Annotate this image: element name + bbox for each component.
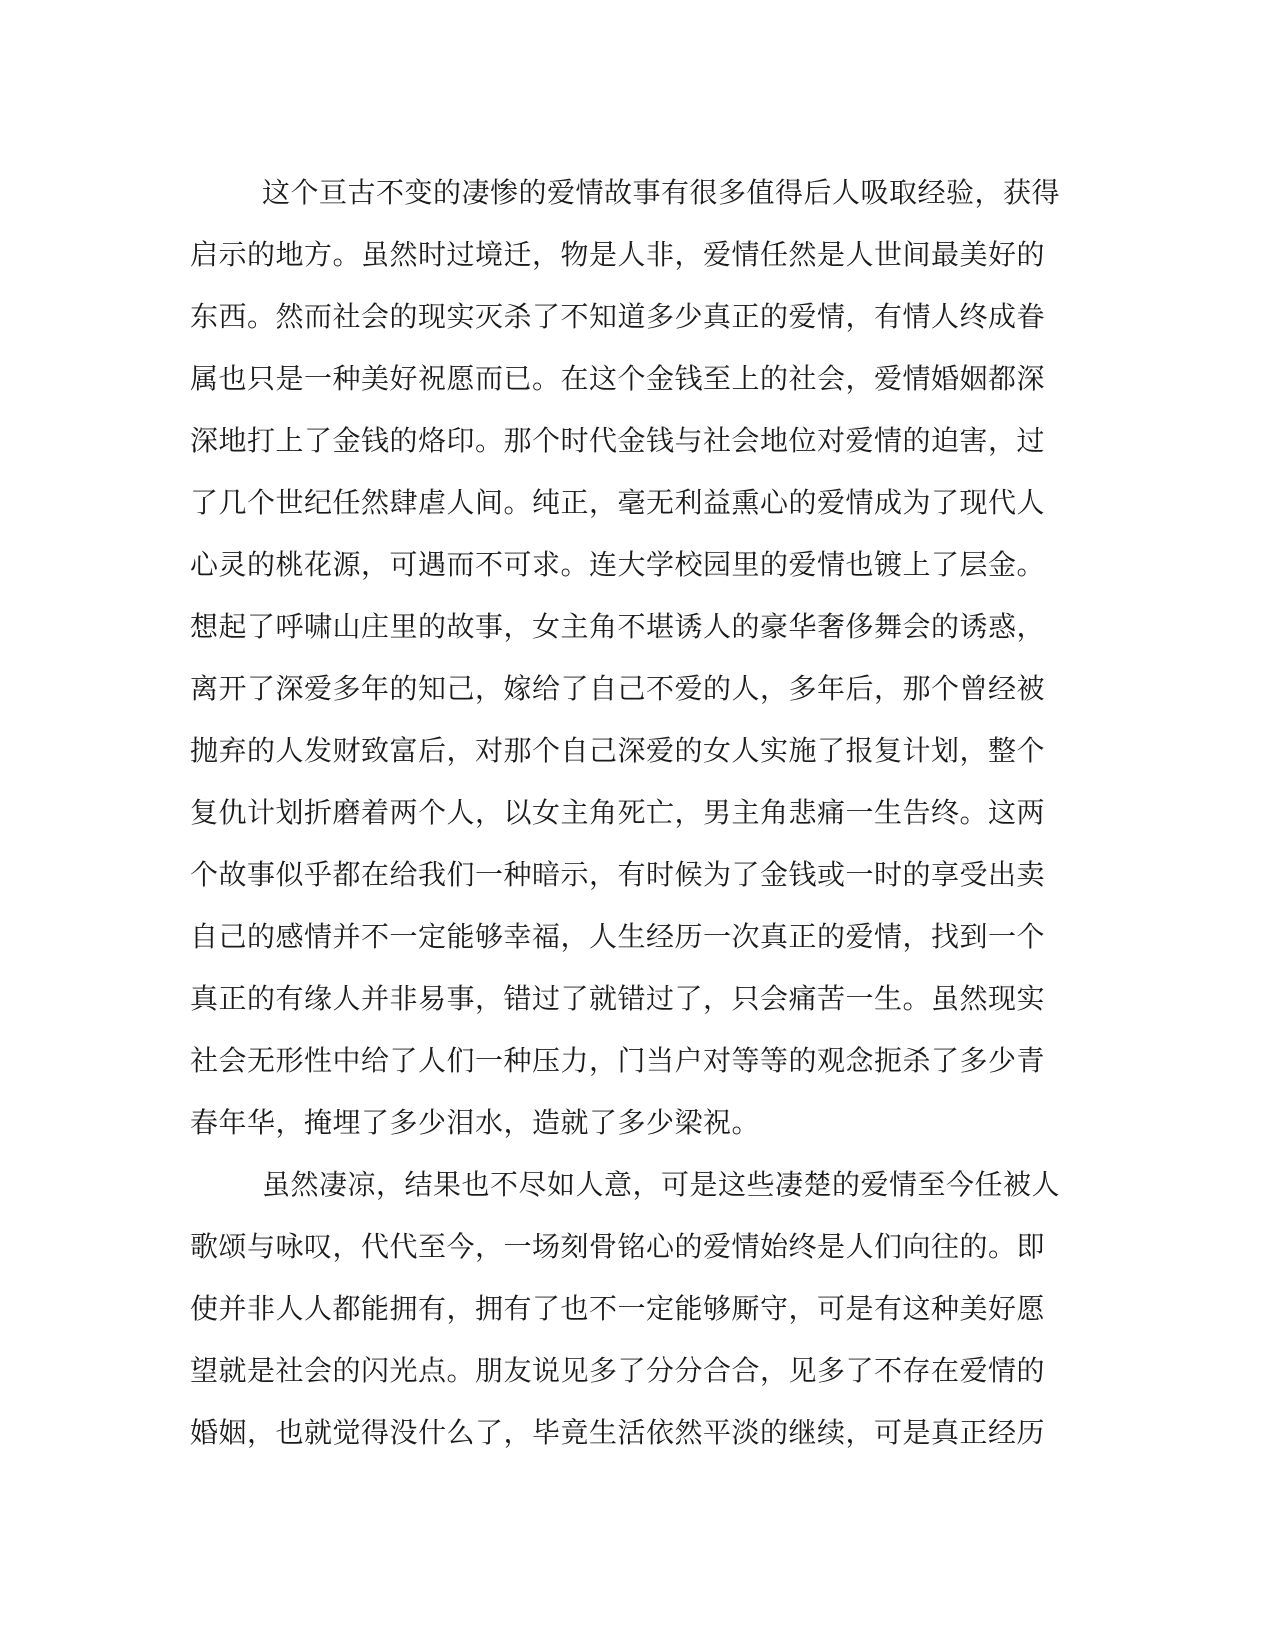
text-line: 深地打上了金钱的烙印。那个时代金钱与社会地位对爱情的迫害，过 <box>190 424 1046 457</box>
document-body <box>190 162 1080 1464</box>
text-line: 婚姻，也就觉得没什么了，毕竟生活依然平淡的继续，可是真正经历 <box>190 1416 1046 1449</box>
text-line: 自己的感情并不一定能够幸福，人生经历一次真正的爱情，找到一个 <box>190 920 1046 953</box>
text-line: 虽然凄凉，结果也不尽如人意，可是这些凄楚的爱情至今任被人 <box>262 1168 1061 1201</box>
text-line: 歌颂与咏叹，代代至今，一场刻骨铭心的爱情始终是人们向往的。即 <box>190 1230 1046 1263</box>
text-line: 了几个世纪任然肆虐人间。纯正，毫无利益熏心的爱情成为了现代人 <box>190 486 1046 519</box>
text-line: 启示的地方。虽然时过境迁，物是人非，爱情任然是人世间最美好的 <box>190 238 1046 271</box>
text-line: 心灵的桃花源，可遇而不可求。连大学校园里的爱情也镀上了层金。 <box>190 548 1046 581</box>
text-line: 离开了深爱多年的知己，嫁给了自己不爱的人，多年后，那个曾经被 <box>190 672 1046 705</box>
paragraph-2 <box>190 1154 1080 1464</box>
text-line: 社会无形性中给了人们一种压力，门当户对等等的观念扼杀了多少青 <box>190 1044 1046 1077</box>
text-line: 东西。然而社会的现实灭杀了不知道多少真正的爱情，有情人终成眷 <box>190 300 1046 333</box>
text-line: 春年华，掩埋了多少泪水，造就了多少梁祝。 <box>190 1106 761 1139</box>
text-line: 真正的有缘人并非易事，错过了就错过了，只会痛苦一生。虽然现实 <box>190 982 1046 1015</box>
text-line: 想起了呼啸山庄里的故事，女主角不堪诱人的豪华奢侈舞会的诱惑， <box>190 610 1046 643</box>
text-line: 这个亘古不变的凄惨的爱情故事有很多值得后人吸取经验，获得 <box>262 176 1061 209</box>
text-line: 属也只是一种美好祝愿而已。在这个金钱至上的社会，爱情婚姻都深 <box>190 362 1046 395</box>
text-line: 望就是社会的闪光点。朋友说见多了分分合合，见多了不存在爱情的 <box>190 1354 1046 1387</box>
text-line: 抛弃的人发财致富后，对那个自己深爱的女人实施了报复计划，整个 <box>190 734 1046 767</box>
text-line: 使并非人人都能拥有，拥有了也不一定能够厮守，可是有这种美好愿 <box>190 1292 1046 1325</box>
text-line: 复仇计划折磨着两个人，以女主角死亡，男主角悲痛一生告终。这两 <box>190 796 1046 829</box>
paragraph-1 <box>190 162 1080 1154</box>
text-line: 个故事似乎都在给我们一种暗示，有时候为了金钱或一时的享受出卖 <box>190 858 1046 891</box>
